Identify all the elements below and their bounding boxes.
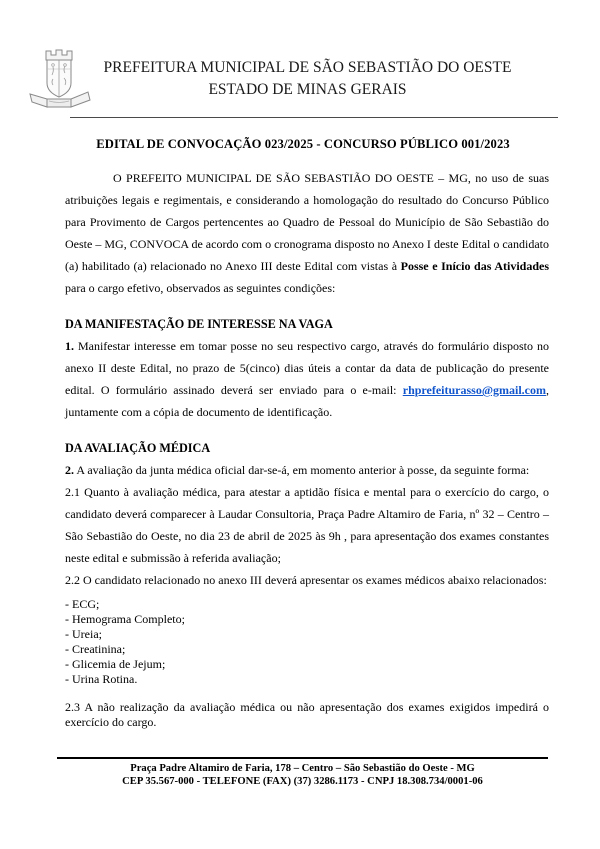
intro-bold-phrase: Posse e Início das Atividades [400, 259, 549, 273]
paragraph-item-2-1: 2.1 Quanto à avaliação médica, para atestar a aptidão física e mental para o exercício do cargo, o candidato deverá comparecer à Laudar Consultoria, Praça Padre Altamiro de Faria, nº 32 – Centro – São Sebastião do Oeste, no dia 23 de abril de 2025 às 9h , para apresentação dos exames constantes neste edital e submissão à referida avaliação; [65, 485, 549, 565]
item-2-number: 2. [65, 463, 74, 477]
document-body [65, 167, 549, 730]
item-1-text: Manifestar interesse em tomar posse no seu respectivo cargo, através do formulário disposto no anexo II deste Edital, no prazo de 5(cinco) dias úteis a contar da data de publicação do presente edital. O formulário assinado deverá ser enviado para o e-mail: [65, 339, 549, 397]
paragraph-item-2-2: 2.2 O candidato relacionado no anexo III deverá apresentar os exames médicos abaixo relacionados: [65, 573, 547, 587]
exam-item-creatinina: - Creatinina; [65, 642, 126, 656]
exam-item-ecg: - ECG; [65, 597, 100, 611]
paragraph-item-2-3: 2.3 A não realização da avaliação médica ou não apresentação dos exames exigidos impedirá o exercício do cargo. [65, 700, 549, 729]
exam-item-glicemia: - Glicemia de Jejum; [65, 657, 166, 671]
section-heading-interesse: DA MANIFESTAÇÃO DE INTERESSE NA VAGA [65, 317, 333, 331]
footer-contact: CEP 35.567-000 - TELEFONE (FAX) (37) 3286.1173 - CNPJ 18.308.734/0001-06 [122, 776, 483, 787]
intro-text: O PREFEITO MUNICIPAL DE SÃO SEBASTIÃO DO OESTE – MG, no uso de suas atribuições legais e regimentais, e considerando a homologação do resultado do Concurso Público para Provimento de Cargos pertencentes ao Quadro de Pessoal do Município de São Sebastião do Oeste – MG, CONVOCA de acordo com o cronograma disposto no Anexo I deste Edital o candidato (a) habilitado (a) relacionado no Anexo III deste Edital com vistas à [65, 171, 549, 273]
section-heading-avaliacao-medica: DA AVALIAÇÃO MÉDICA [65, 441, 211, 455]
intro-text-after: para o cargo efetivo, observados as seguintes condições: [65, 281, 336, 295]
rh-email-link[interactable]: rhprefeiturasso@gmail.com [402, 383, 546, 397]
item-2-text: A avaliação da junta médica oficial dar-se-á, em momento anterior à posse, da seguinte forma: [74, 463, 530, 477]
exam-item-urina: - Urina Rotina. [65, 672, 138, 686]
exam-item-hemograma: - Hemograma Completo; [65, 612, 185, 626]
paragraph-item-2 [65, 459, 549, 481]
exam-list [65, 597, 549, 687]
coat-of-arms-logo [26, 45, 92, 113]
page-footer [57, 757, 548, 788]
item-1-text-after: , juntamente com a cópia de documento de identificação. [65, 383, 549, 419]
paragraph-item-1 [65, 335, 549, 423]
letterhead-line2: ESTADO DE MINAS GERAIS [208, 81, 407, 98]
footer-address: Praça Padre Altamiro de Faria, 178 – Centro – São Sebastião do Oeste - MG [130, 763, 475, 774]
header-divider [70, 117, 558, 118]
item-1-number: 1. [65, 339, 74, 353]
letterhead [95, 57, 520, 101]
document-title: EDITAL DE CONVOCAÇÃO 023/2025 - CONCURSO PÚBLICO 001/2023 [96, 137, 510, 151]
intro-paragraph [65, 167, 549, 299]
exam-item-ureia: - Ureia; [65, 627, 102, 641]
letterhead-line1: PREFEITURA MUNICIPAL DE SÃO SEBASTIÃO DO OESTE [103, 59, 512, 76]
